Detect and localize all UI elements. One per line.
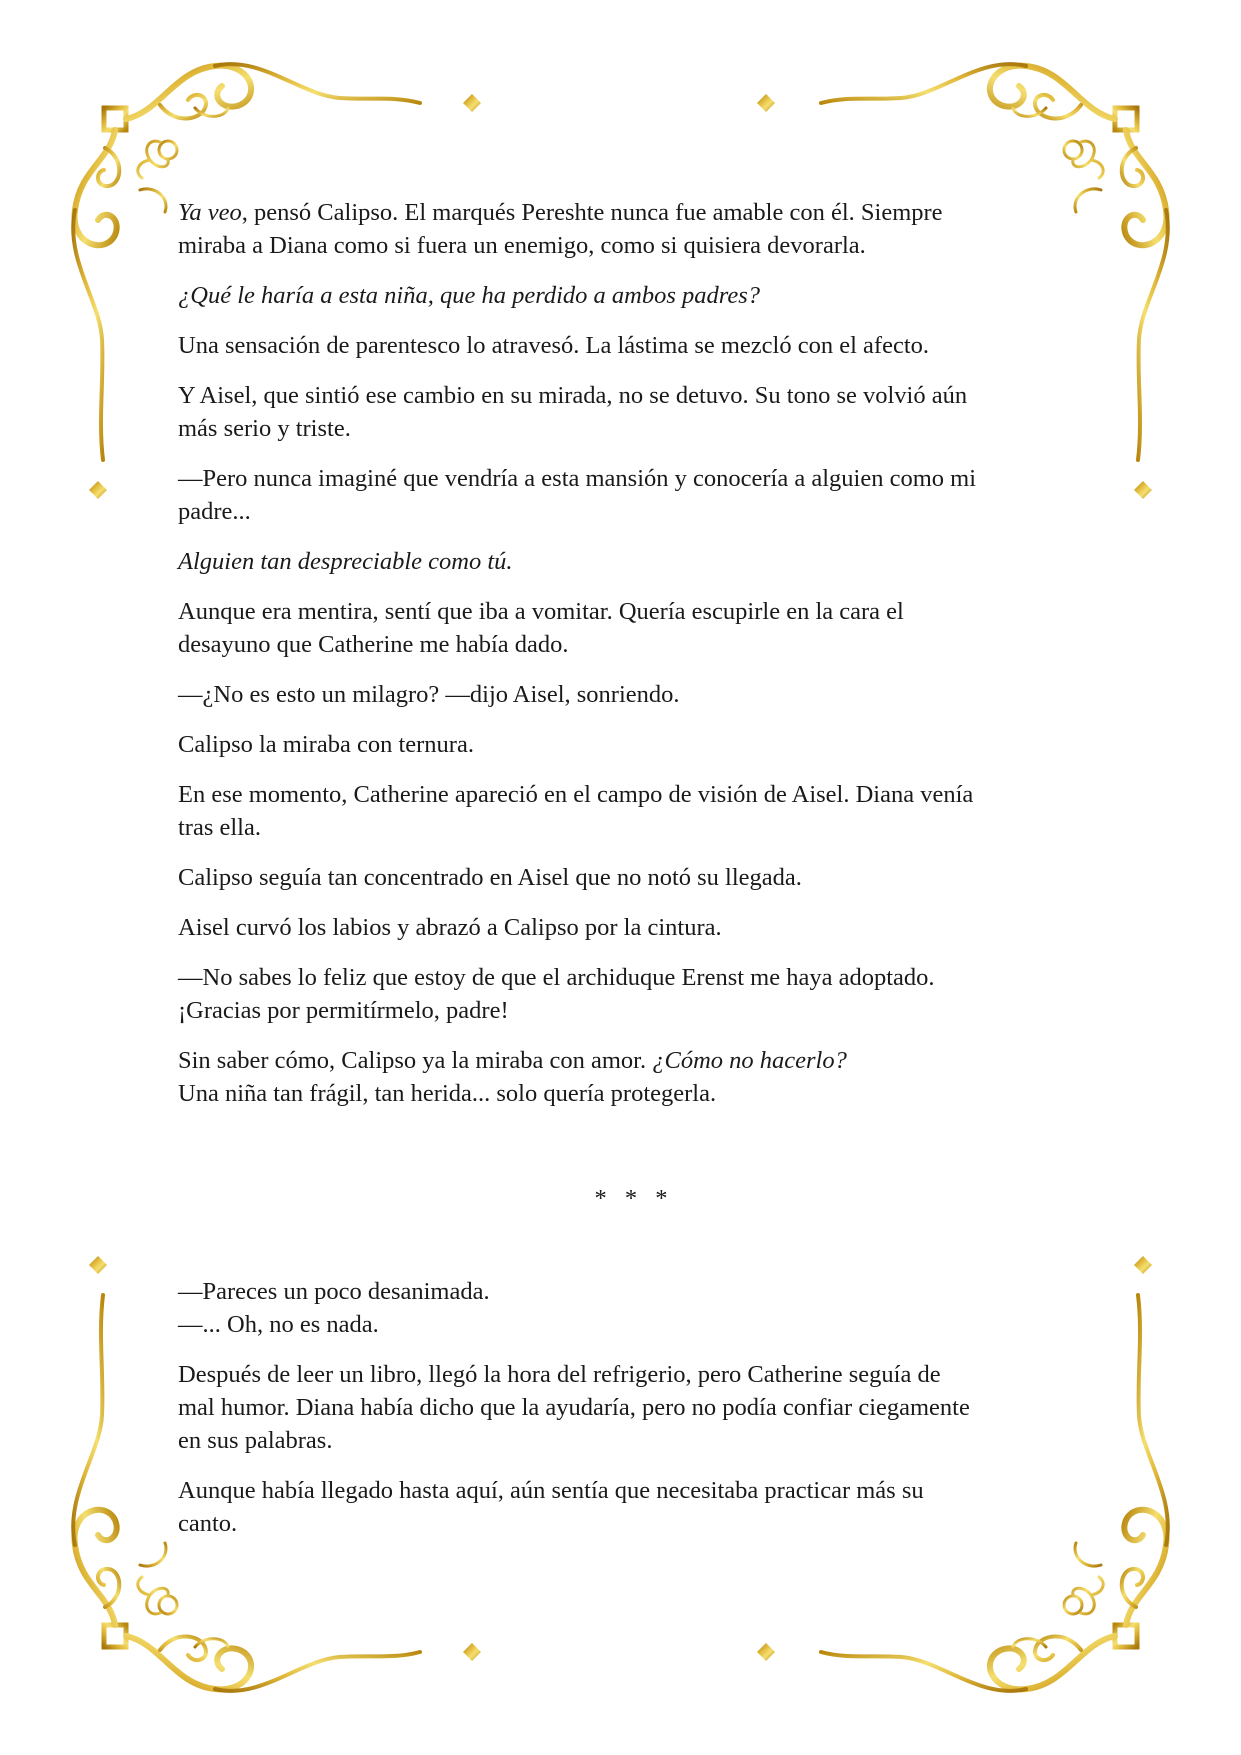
paragraph: Calipso seguía tan concentrado en Aisel que no notó su llegada. bbox=[178, 864, 802, 891]
paragraph: Después de leer un libro, llegó la hora del refrigerio, pero Catherine seguía de mal humor. Diana había dicho que la ayudaría, pero no podía confiar ciegamente en sus palabras. bbox=[178, 1361, 970, 1454]
paragraph: Sin saber cómo, Calipso ya la miraba con amor. ¿Cómo no hacerlo? Una niña tan frágil, tan herida... solo quería protegerla. bbox=[178, 1047, 847, 1107]
italic-thought: Alguien tan despreciable como tú. bbox=[178, 548, 513, 575]
scene-separator: * * * bbox=[594, 1185, 674, 1212]
paragraph: En ese momento, Catherine apareció en el campo de visión de Aisel. Diana venía tras ella. bbox=[178, 781, 974, 841]
top-border bbox=[463, 94, 775, 112]
right-border bbox=[1134, 481, 1152, 1274]
italic-thought: Ya veo bbox=[178, 199, 242, 226]
paragraph: Aisel curvó los labios y abrazó a Calipso por la cintura. bbox=[178, 914, 722, 941]
paragraph: Ya veo, pensó Calipso. El marqués Pereshte nunca fue amable con él. Siempre miraba a Diana como si fuera un enemigo, como si quisiera devorarla. bbox=[178, 199, 943, 259]
paragraph: Una sensación de parentesco lo atravesó. La lástima se mezcló con el afecto. bbox=[178, 332, 930, 359]
dialogue: —¿No es esto un milagro? —dijo Aisel, sonriendo. bbox=[178, 681, 680, 708]
bottom-border bbox=[463, 1643, 775, 1661]
left-border bbox=[89, 481, 107, 1274]
paragraph: Aunque había llegado hasta aquí, aún sentía que necesitaba practicar más su canto. bbox=[178, 1477, 924, 1537]
dialogue: —No sabes lo feliz que estoy de que el archiduque Erenst me haya adoptado. ¡Gracias por permitírmelo, padre! bbox=[178, 964, 935, 1024]
italic-thought: ¿Cómo no hacerlo? bbox=[652, 1047, 847, 1074]
paragraph: Calipso la miraba con ternura. bbox=[178, 731, 474, 758]
italic-thought: ¿Qué le haría a esta niña, que ha perdido a ambos padres? bbox=[178, 282, 761, 309]
page-text bbox=[178, 196, 1078, 1557]
paragraph: Aunque era mentira, sentí que iba a vomitar. Quería escupirle en la cara el desayuno que Catherine me había dado. bbox=[178, 598, 904, 658]
paragraph: Y Aisel, que sintió ese cambio en su mirada, no se detuvo. Su tono se volvió aún más serio y triste. bbox=[178, 382, 968, 442]
dialogue: —Pareces un poco desanimada. —... Oh, no es nada. bbox=[178, 1278, 490, 1338]
dialogue: —Pero nunca imaginé que vendría a esta mansión y conocería a alguien como mi padre... bbox=[178, 465, 977, 525]
